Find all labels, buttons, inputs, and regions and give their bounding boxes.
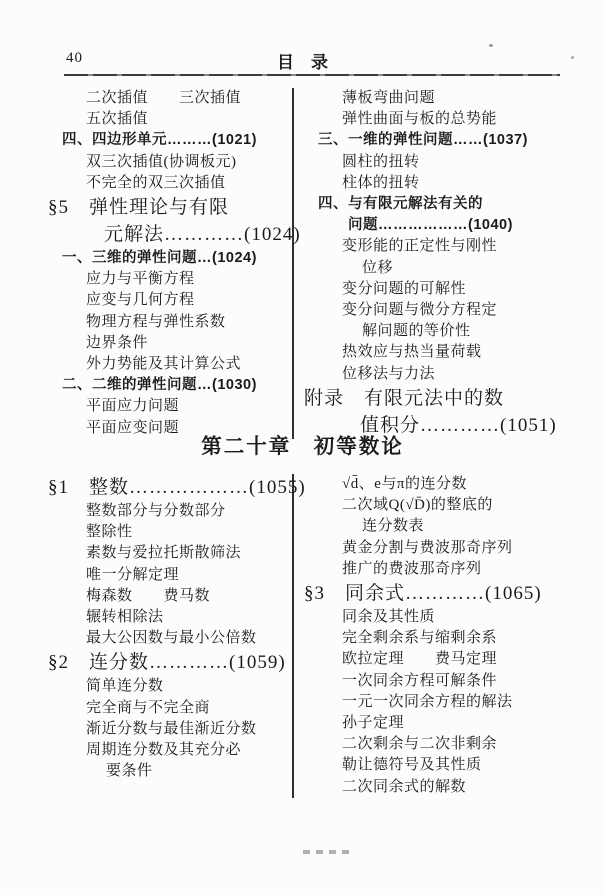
toc-entry: 二次同余式的解数 <box>342 778 467 795</box>
toc-entry: 勒让德符号及其性质 <box>342 757 482 774</box>
toc-entry: 柱体的扭转 <box>342 174 420 191</box>
toc-entry: 物理方程与弹性系数 <box>86 313 226 330</box>
toc-entry: 薄板弯曲问题 <box>342 90 436 106</box>
toc-entry: 变分问题的可解性 <box>342 280 467 297</box>
toc-entry: 唯一分解定理 <box>86 566 180 583</box>
toc-entry: 周期连分数及其充分必 <box>86 742 242 759</box>
toc-entry: 辗转相除法 <box>86 609 164 626</box>
toc-entry: 热效应与热当量荷载 <box>342 344 482 361</box>
toc-entry: 圆柱的扭转 <box>342 153 420 170</box>
toc-bottom-right-column <box>294 474 565 798</box>
toc-bottom-section <box>48 474 565 798</box>
toc-entry: 整除性 <box>86 524 133 541</box>
toc-top-right-column <box>294 88 565 439</box>
scan-artifact-smudge <box>303 850 349 854</box>
toc-entry: 位移法与力法 <box>342 365 436 382</box>
toc-entry: 位移 <box>362 259 394 276</box>
toc-entry: 问题………………(1040) <box>348 217 513 234</box>
scan-artifact-dot <box>489 44 493 47</box>
toc-entry: 整数部分与分数部分 <box>86 503 226 519</box>
toc-entry: §3 同余式…………(1065) <box>304 583 542 605</box>
toc-entry: 变分问题与微分方程定 <box>342 302 498 319</box>
toc-entry: 最大公因数与最小公倍数 <box>86 630 257 647</box>
toc-entry: 解问题的等价性 <box>362 323 471 340</box>
chapter-heading: 第二十章 初等数论 <box>201 435 404 458</box>
toc-entry: 二次插值 三次插值 <box>86 90 242 106</box>
toc-entry: 要条件 <box>106 763 153 780</box>
toc-top-left-column <box>48 88 301 439</box>
toc-entry: 一、三维的弹性问题…(1024) <box>62 250 257 267</box>
toc-entry: 边界条件 <box>86 334 149 351</box>
toc-entry: 平面应力问题 <box>86 398 180 415</box>
toc-entry: 弹性曲面与板的总势能 <box>342 111 498 128</box>
toc-entry: 一元一次同余方程的解法 <box>342 693 513 710</box>
page-number: 40 <box>66 50 83 66</box>
toc-entry: §2 连分数…………(1059) <box>48 652 286 674</box>
scan-artifact-dot <box>571 56 574 59</box>
toc-entry: §5 弹性理论与有限 <box>48 197 230 219</box>
toc-entry: 一次同余方程可解条件 <box>342 672 498 689</box>
toc-entry: 四、四边形单元………(1021) <box>62 132 257 149</box>
toc-entry: 三、一维的弹性问题……(1037) <box>318 132 528 149</box>
toc-entry: 同余及其性质 <box>342 609 436 626</box>
toc-entry: 渐近分数与最佳渐近分数 <box>86 720 257 737</box>
toc-entry: 欧拉定理 费马定理 <box>342 651 498 668</box>
toc-top-section <box>48 88 565 439</box>
toc-entry: 不完全的双三次插值 <box>86 174 226 191</box>
header-rule <box>64 74 560 76</box>
toc-entry: 五次插值 <box>86 111 149 128</box>
toc-entry: 梅森数 费马数 <box>86 587 211 604</box>
toc-entry: 完全剩余系与缩剩余系 <box>342 630 498 647</box>
toc-entry: 应变与几何方程 <box>86 292 195 309</box>
toc-entry: 推广的费波那奇序列 <box>342 560 482 577</box>
toc-bottom-left-column <box>48 474 306 798</box>
toc-entry: 黄金分割与费波那奇序列 <box>342 539 513 556</box>
toc-entry: 元解法…………(1024) <box>104 224 301 246</box>
toc-entry: 值积分…………(1051) <box>360 414 557 436</box>
toc-entry: 双三次插值(协调板元) <box>86 153 237 170</box>
header-title: 目 录 <box>277 53 328 72</box>
toc-entry: 二次域Q(√D̄)的整底的 <box>342 497 493 514</box>
toc-entry: 变形能的正定性与刚性 <box>342 238 498 255</box>
toc-entry: √d̄、e与π的连分数 <box>342 476 467 492</box>
toc-entry: 孙子定理 <box>342 715 405 732</box>
toc-entry: 应力与平衡方程 <box>86 271 195 288</box>
toc-entry: 二次剩余与二次非剩余 <box>342 736 498 753</box>
toc-entry: 连分数表 <box>362 518 425 535</box>
toc-entry: 二、二维的弹性问题…(1030) <box>62 377 257 394</box>
toc-entry: §1 整数………………(1055) <box>48 477 306 498</box>
toc-entry: 素数与爱拉托斯散筛法 <box>86 545 242 562</box>
toc-entry: 外力势能及其计算公式 <box>86 356 242 373</box>
toc-entry: 四、与有限元解法有关的 <box>318 196 483 213</box>
toc-entry: 完全商与不完全商 <box>86 699 211 716</box>
toc-entry: 附录 有限元法中的数 <box>304 387 505 409</box>
toc-entry: 简单连分数 <box>86 678 164 695</box>
toc-entry: 平面应变问题 <box>86 419 180 436</box>
